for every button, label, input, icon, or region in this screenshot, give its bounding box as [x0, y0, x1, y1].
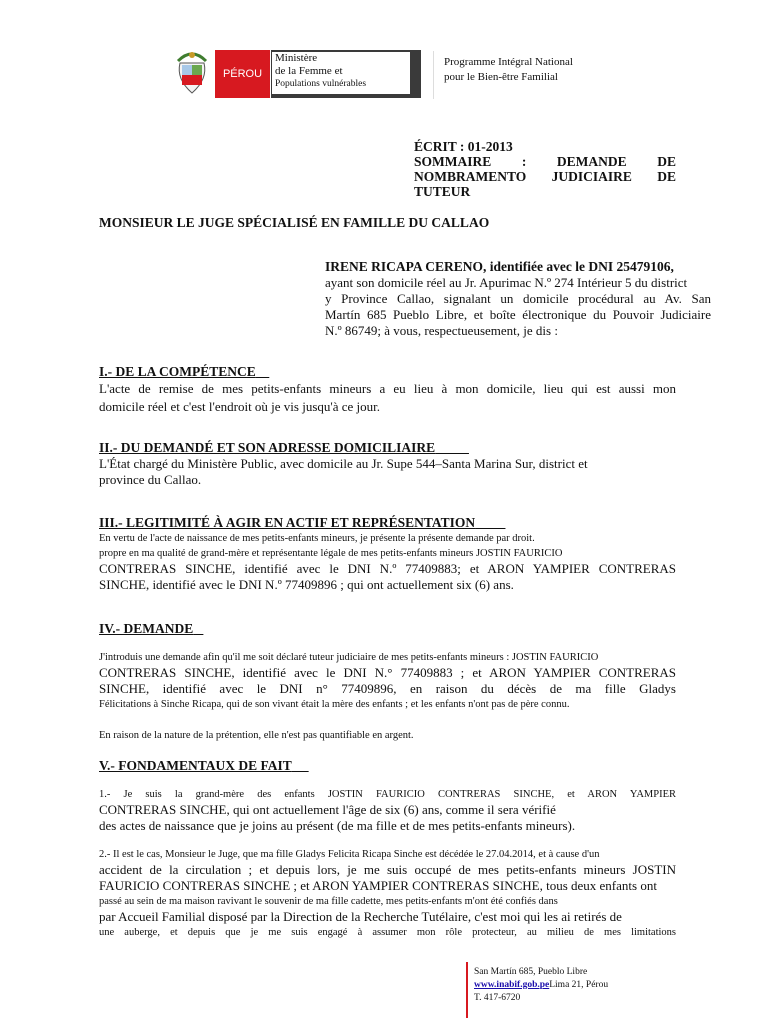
ministry-name [272, 52, 410, 94]
section-3-body [99, 531, 676, 593]
footer-web-line [474, 979, 608, 992]
addressee: MONSIEUR LE JUGE SPÉCIALISÉ EN FAMILLE DU CALLAO [99, 215, 490, 230]
section-4-title [99, 621, 203, 637]
section-5-p2-line-4: passé au sein de ma maison ravivant le souvenir de ma fille cadette, mes petits-enfants m'ont été confiés dans [99, 896, 558, 907]
peru-label: PÉROU [222, 68, 263, 80]
ministry-line-2: de la Femme et [275, 65, 343, 77]
program-name [433, 51, 616, 99]
section-5-p2-line-1: 2.- Il est le cas, Monsieur le Juge, que ma fille Gladys Felicita Ricapa Sinche est décédée le 27.04.2014, et à cause d'un [99, 849, 600, 860]
section-4-line-3: SINCHE, identifié avec le DNI n° 77409896, en raison du décès de ma fille Gladys [99, 681, 676, 696]
ministry-line-1: Ministère [275, 52, 318, 64]
section-3-line-3: CONTRERAS SINCHE, identifié avec le DNI N.º 77409883; et ARON YAMPIER CONTRERAS [99, 561, 676, 576]
section-5-body [99, 787, 676, 940]
footer-address: San Martín 685, Pueblo Libre [474, 967, 588, 977]
footer-phone: T. 417-6720 [474, 993, 521, 1003]
section-1-line-1: L'acte de remise de mes petits-enfants mineurs a eu lieu à mon domicile, lieu qui est aussi mon [99, 381, 676, 396]
section-1-body [99, 380, 676, 416]
section-2-line-1: L'État chargé du Ministère Public, avec domicile au Jr. Supe 544–Santa Marina Sur, district et [99, 456, 588, 471]
section-3-line-1: En vertu de l'acte de naissance de mes petits-enfants mineurs, je présente la présente demande par droit. [99, 533, 535, 544]
section-4-title-text: IV.- DEMANDE [99, 621, 194, 636]
ecrit-number: ÉCRIT : 01-2013 [414, 139, 513, 154]
section-4-line-5: En raison de la nature de la prétention, elle n'est pas quantifiable en argent. [99, 730, 414, 741]
section-5-p1-line-1: 1.- Je suis la grand-mère des enfants JOSTIN FAURICIO CONTRERAS SINCHE, et ARON YAMPIER [99, 789, 676, 800]
section-2-line-2: province du Callao. [99, 472, 202, 487]
footer-website-link[interactable]: www.inabif.gob.pe [474, 980, 550, 990]
section-5-p1-line-3: des actes de naissance que je joins au présent (de ma fille et de mes petits-enfants mineurs). [99, 818, 576, 833]
sommaire-line-3: TUTEUR [414, 184, 471, 199]
ecrit-block [414, 139, 676, 199]
section-5-title [99, 758, 309, 774]
intro-block [325, 258, 711, 339]
section-5-p2-line-5: par Accueil Familial disposé par la Direction de la Recherche Tutélaire, c'est moi qui les ai retirés de [99, 909, 622, 924]
section-4-line-2: CONTRERAS SINCHE, identifié avec le DNI N.° 77409883 ; et ARON YAMPIER CONTRERAS [99, 665, 676, 680]
program-line-2: pour le Bien-être Familial [444, 71, 558, 83]
intro-line-2: ayant son domicile réel au Jr. Apurimac N.º 274 Intérieur 5 du district [325, 275, 688, 290]
intro-name-line: IRENE RICAPA CERENO, identifiée avec le DNI 25479106, [325, 259, 674, 274]
section-2-title-text: II.- DU DEMANDÉ ET SON ADRESSE DOMICILIAIRE [99, 440, 436, 455]
ministry-line-3: Populations vulnérables [275, 79, 367, 89]
section-1-line-2: domicile réel et c'est l'endroit où je vis jusqu'à ce jour. [99, 399, 381, 414]
section-4-body [99, 650, 676, 743]
program-line-1: Programme Intégral National [444, 56, 573, 68]
footer [474, 966, 608, 1005]
section-1-title-text: I.- DE LA COMPÉTENCE [99, 364, 256, 379]
section-1-title [99, 364, 269, 380]
footer-city: Lima 21, Pérou [549, 980, 609, 990]
section-5-title-text: V.- FONDAMENTAUX DE FAIT [99, 758, 292, 773]
peru-coat-of-arms-icon [174, 49, 210, 95]
intro-line-3: y Province Callao, signalant un domicile procédural au Av. San [325, 291, 711, 306]
section-4-line-4: Félicitations à Sinche Ricapa, qui de son vivant était la mère des enfants ; et les enfants n'ont pas de père connu. [99, 699, 570, 710]
section-3-line-2: propre en ma qualité de grand-mère et représentante légale de mes petits-enfants mineurs JOSTIN FAURICIO [99, 548, 563, 559]
section-3-title [99, 515, 505, 531]
sommaire-line-2: NOMBRAMENTO JUDICIAIRE DE [414, 169, 676, 184]
section-5-p2-line-3: FAURICIO CONTRERAS SINCHE ; et ARON YAMPIER CONTRERAS SINCHE, tous deux enfants ont [99, 878, 657, 893]
section-5-p2-line-2: accident de la circulation ; et depuis lors, je me suis occupé de mes petits-enfants mineurs JOSTIN [99, 862, 676, 877]
peru-label-box [215, 50, 270, 98]
footer-divider [466, 962, 468, 1018]
section-2-body [99, 456, 676, 488]
section-2-title [99, 440, 469, 456]
intro-line-4: Martín 685 Pueblo Libre, et boîte électronique du Pouvoir Judiciaire [325, 307, 711, 322]
section-4-line-1: J'introduis une demande afin qu'il me soit déclaré tuteur judiciaire de mes petits-enfants mineurs : JOSTIN FAURICIO [99, 652, 599, 663]
section-5-p2-line-6: une auberge, et depuis que je me suis engagé à assumer mon rôle protecteur, au milieu de mes limitations [99, 927, 676, 938]
section-3-title-text: III.- LEGITIMITÉ À AGIR EN ACTIF ET REPRÉSENTATION [99, 515, 476, 530]
section-3-line-4: SINCHE, identifié avec le DNI N.º 77409896 ; qui ont actuellement six (6) ans. [99, 577, 514, 592]
intro-line-5: N.º 86749; à vous, respectueusement, je dis : [325, 323, 558, 338]
section-5-p1-line-2: CONTRERAS SINCHE, qui ont actuellement l'âge de six (6) ans, comme il sera vérifié [99, 802, 556, 817]
sommaire-line-1: SOMMAIRE : DEMANDE DE [414, 154, 676, 169]
